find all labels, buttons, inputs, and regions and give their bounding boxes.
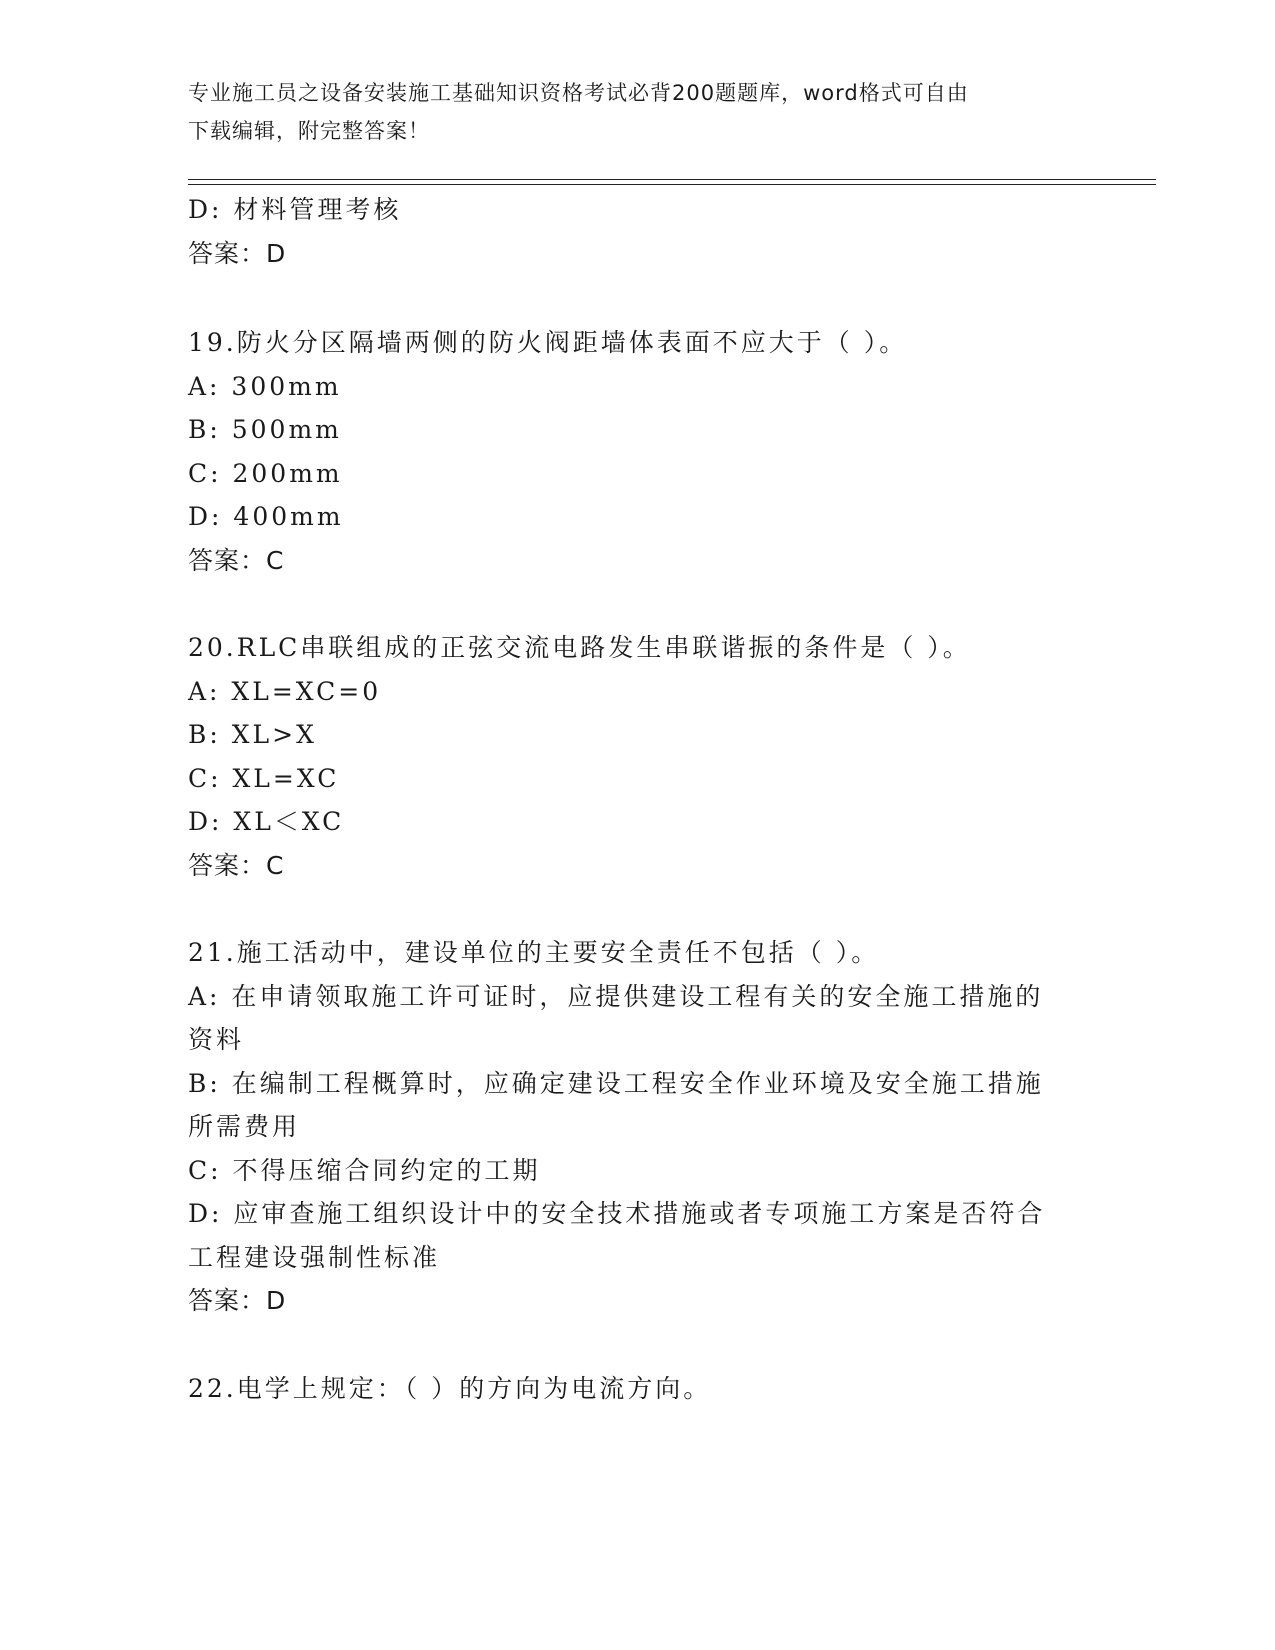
q19-question: 19.防火分区隔墙两侧的防火阀距墙体表面不应大于（ ）。 <box>188 328 908 357</box>
q19-option-d: D: 400mm <box>188 502 344 531</box>
q21-option-d-line-2: 工程建设强制性标准 <box>188 1243 441 1272</box>
q18-option-d: D: 材料管理考核 <box>188 195 402 224</box>
header-divider-bottom <box>188 184 1156 185</box>
q21-answer: 答案：D <box>188 1286 287 1315</box>
q20-option-c: C: XL=XC <box>188 764 340 793</box>
header-divider-top <box>188 179 1156 180</box>
q21-option-d-line-1: D: 应审查施工组织设计中的安全技术措施或者专项施工方案是否符合 <box>188 1199 1046 1228</box>
q21-question: 21.施工活动中，建设单位的主要安全责任不包括（ ）。 <box>188 938 880 967</box>
q19-option-a: A: 300mm <box>188 372 342 401</box>
header-line-1: 专业施工员之设备安装施工基础知识资格考试必背200题题库，word格式可自由 <box>188 81 969 105</box>
q20-question: 20.RLC串联组成的正弦交流电路发生串联谐振的条件是（ ）。 <box>188 633 971 662</box>
header-line-2: 下载编辑，附完整答案！ <box>188 119 430 143</box>
q21-option-a-line-1: A: 在申请领取施工许可证时，应提供建设工程有关的安全施工措施的 <box>188 982 1044 1011</box>
q21-option-b-line-2: 所需费用 <box>188 1112 301 1141</box>
q18-answer: 答案：D <box>188 239 287 268</box>
q19-option-b: B: 500mm <box>188 415 342 444</box>
document-header <box>188 74 1068 150</box>
q20-option-b: B: XL>X <box>188 720 317 749</box>
q19-answer: 答案：C <box>188 546 285 575</box>
q21-option-b-line-1: B: 在编制工程概算时，应确定建设工程安全作业环境及安全施工措施 <box>188 1069 1044 1098</box>
q20-answer: 答案：C <box>188 851 285 880</box>
q19-option-c: C: 200mm <box>188 459 343 488</box>
q20-option-d: D: XL＜XC <box>188 807 345 836</box>
q20-option-a: A: XL=XC=0 <box>188 677 382 706</box>
q21-option-c: C: 不得压缩合同约定的工期 <box>188 1156 541 1185</box>
q21-option-a-line-2: 资料 <box>188 1025 245 1054</box>
q22-question: 22.电学上规定：（ ）的方向为电流方向。 <box>188 1374 712 1403</box>
